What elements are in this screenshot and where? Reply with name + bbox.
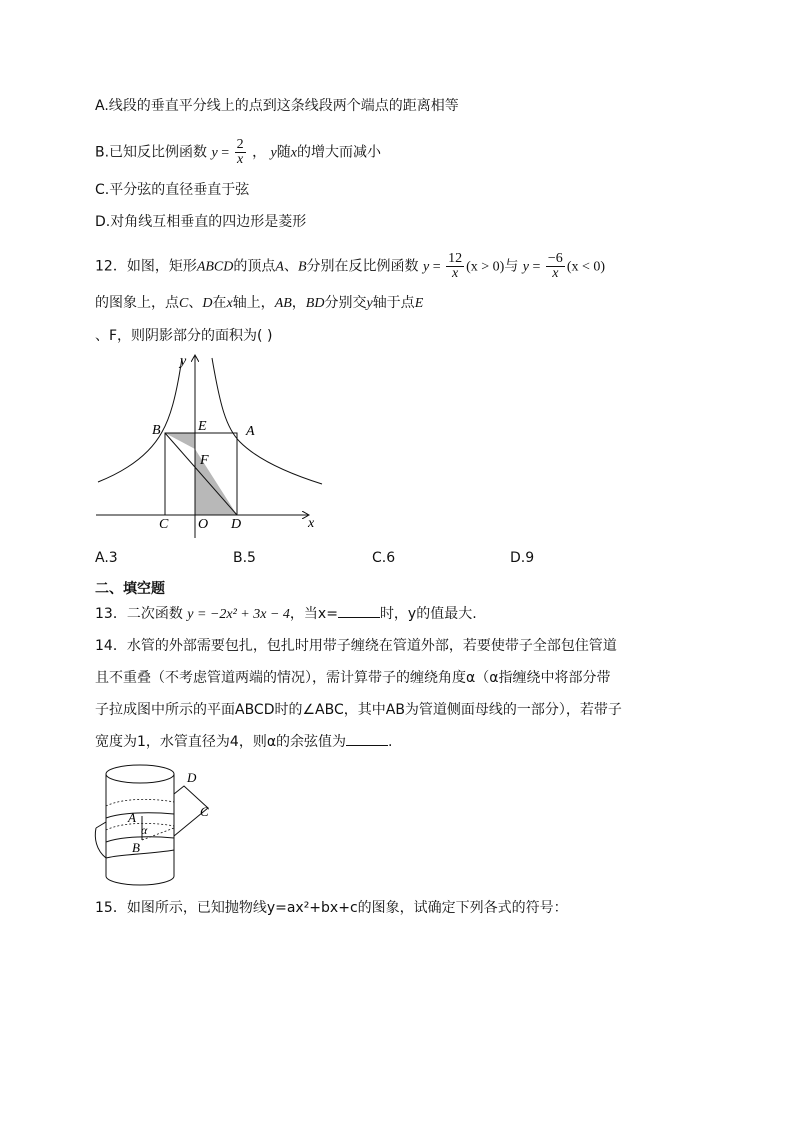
q12-choice-c: C.6 [372, 550, 396, 566]
tape-left-flap [95, 828, 106, 858]
label-a: A [128, 810, 136, 825]
q14-figure [92, 758, 222, 888]
option-c: C.平分弦的直径垂直于弦 [95, 182, 250, 198]
label-x: x [308, 516, 315, 531]
label-c: C [159, 517, 169, 532]
fraction-2-over-x: $\frac{2}{x}$ [236, 137, 244, 167]
shaded-triangle-bef [165, 433, 195, 449]
q13: 13．二次函数 y = −2x² + 3x − 4，当x= 时，y的值最大. [95, 603, 477, 625]
label-a: A [246, 424, 255, 439]
tape-back-dashed [106, 799, 174, 806]
label-y: y [180, 354, 187, 369]
section-title: 二、填空题 [95, 581, 165, 597]
label-b: B [132, 840, 140, 855]
tape-back-dashed-2 [106, 823, 174, 830]
answer-blank [346, 731, 388, 746]
label-f: F [200, 453, 209, 468]
q14-line2: 且不重叠（不考虑管道两端的情况），需计算带子的缠绕角度α（α指缠绕中将部分带 [95, 670, 611, 686]
answer-blank [338, 603, 380, 618]
q12-choice-a: A.3 [95, 550, 118, 566]
q14-line1: 14．水管的外部需要包扎，包扎时用带子缠绕在管道外部，若要使带子全部包住管道 [95, 638, 617, 654]
fraction-12-over-x: $\frac{12}{x}$ [448, 251, 463, 281]
option-a: A.线段的垂直平分线上的点到这条线段两个端点的距离相等 [95, 98, 459, 114]
q12-figure [94, 350, 324, 540]
cylinder-bottom [106, 876, 174, 885]
cylinder-top [106, 765, 174, 783]
fraction-neg6-over-x: $\frac{-6}{x}$ [547, 251, 563, 281]
label-b: B [152, 423, 161, 438]
tape-front-2 [106, 837, 174, 842]
tape-front-1 [106, 813, 174, 818]
q12-choice-d: D.9 [510, 550, 535, 566]
label-c: C [200, 804, 209, 819]
q12-line1: 12．如图，矩形ABCD的顶点A、B分别在反比例函数 y = $\frac{12}{x}$ (x > 0)与 y = $\frac{-6}{x}$ (x < 0) [95, 251, 606, 281]
label-e: E [198, 419, 207, 434]
option-d: D.对角线互相垂直的四边形是菱形 [95, 214, 307, 230]
q14-line4: 宽度为1，水管直径为4，则α的余弦值为 . [95, 731, 393, 752]
hyperbola-left [98, 358, 182, 482]
hyperbola-right [212, 358, 322, 484]
q12-line3: 、F，则阴影部分的面积为( ) [95, 328, 273, 344]
label-alpha: α [141, 823, 148, 837]
label-d: D [231, 517, 242, 532]
q14-line3: 子拉成图中所示的平面ABCD时的∠ABC，其中AB为管道侧面母线的一部分），若带子 [95, 702, 622, 718]
label-d: D [187, 770, 197, 785]
q12-choice-b: B.5 [233, 550, 256, 566]
q12-line2: 的图象上，点C、D在x轴上，AB，BD分别交y轴于点E [95, 295, 424, 311]
label-o: O [198, 517, 209, 532]
option-b: B.已知反比例函数 y = $\frac{2}{x}$ ， y随x的增大而减小 [95, 137, 381, 167]
q15: 15．如图所示，已知抛物线y=ax²+bx+c的图象，试确定下列各式的符号： [95, 900, 568, 916]
